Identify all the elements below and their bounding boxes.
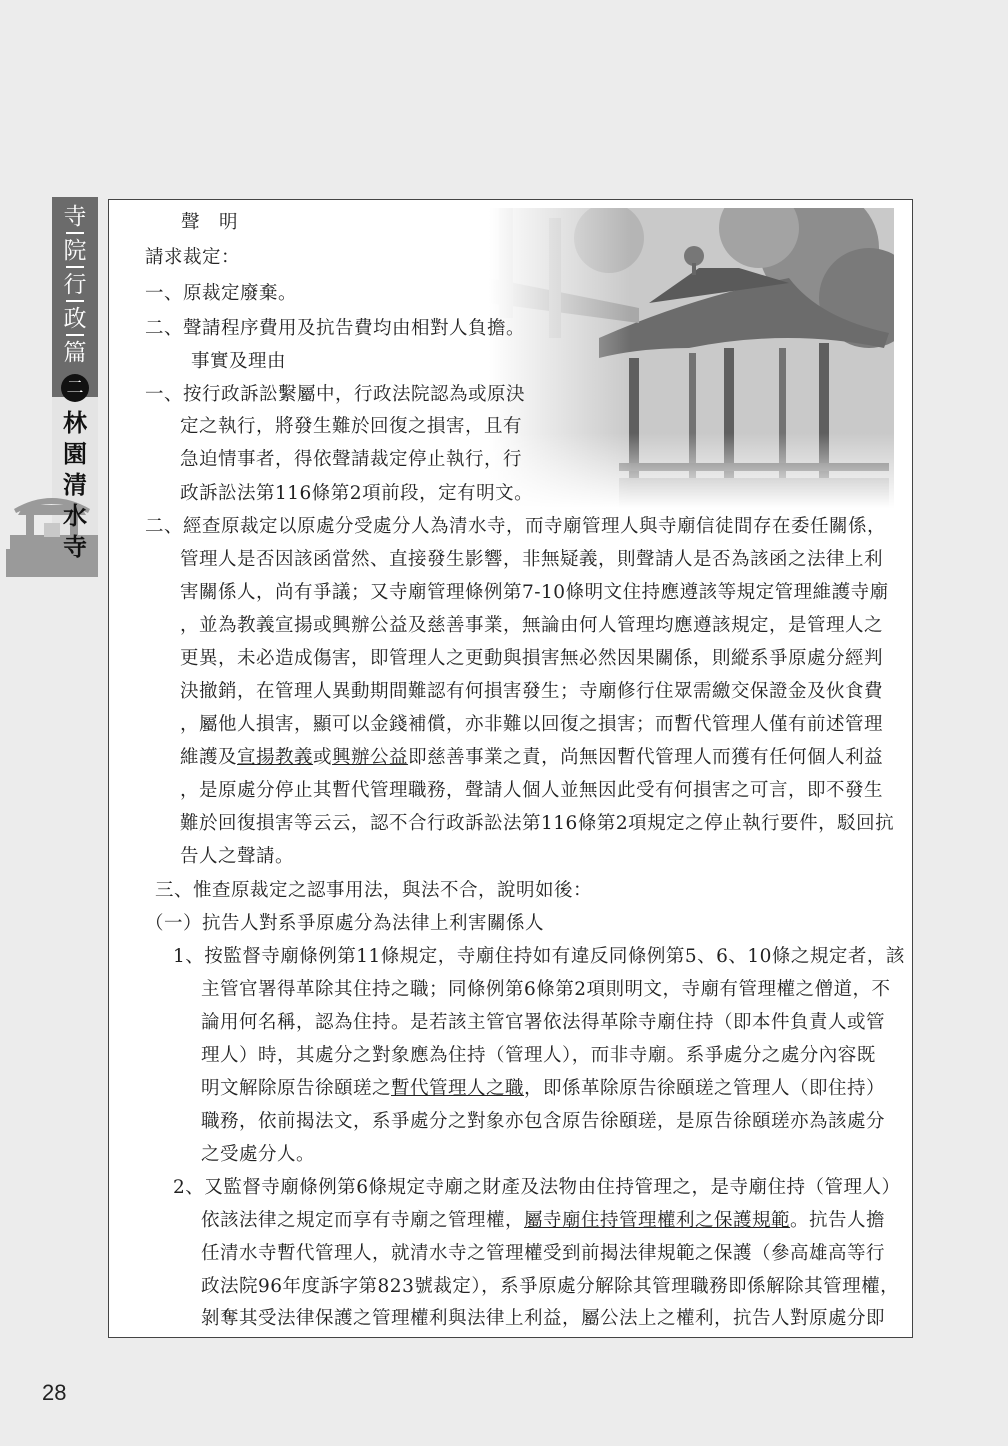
text-line: 三、惟查原裁定之認事用法，與法不合，說明如後： [155, 880, 593, 901]
chapter-title-char: 水 [63, 502, 87, 530]
text-line: 難於回復損害等云云，認不合行政訴訟法第116條第2項規定之停止執行要件，駁回抗 [180, 813, 895, 834]
text-segment: 明文解除原告徐頤瑳之 [201, 1078, 392, 1099]
text-line: 一、按行政訴訟繫屬中，行政法院認為或原決 [145, 384, 526, 405]
heading-facts: 事實及理由 [191, 351, 287, 372]
chapter-title-char: 林 [63, 409, 87, 437]
sidebar-char: 政 [56, 302, 94, 336]
text-line: 2、又監督寺廟條例第6條規定寺廟之財產及法物由住持管理之，是寺廟住持（管理人） [173, 1177, 901, 1198]
text-line: 理人）時，其處分之對象應為住持（管理人），而非寺廟。系爭處分之處分內容既 [201, 1045, 876, 1066]
text-line: 政訴訟法第116條第2項前段，定有明文。 [180, 483, 534, 504]
page-number: 28 [42, 1380, 67, 1405]
text-line: ，是原處分停止其暫代管理職務，聲請人個人並無因此受有何損害之可言，即不發生 [180, 780, 884, 801]
text-line: 害關係人，尚有爭議；又寺廟管理條例第7-10條明文住持應遵該等規定管理維護寺廟 [180, 582, 889, 603]
chapter-title-char: 園 [63, 440, 87, 468]
chapter-number-badge: 二 [61, 374, 89, 402]
sidebar-char: 院 [56, 234, 94, 268]
text-line: 之受處分人。 [201, 1144, 316, 1165]
text-line: 主管官署得革除其住持之職；同條例第6條第2項則明文，寺廟有管理權之僧道，不 [201, 979, 891, 1000]
text-line: 一、原裁定廢棄。 [145, 283, 298, 304]
sidebar-char: 篇 [63, 340, 87, 366]
section-sidebar [56, 200, 94, 563]
text-line: 1、按監督寺廟條例第11條規定，寺廟住持如有違反同條例第5、6、10條之規定者，該 [173, 946, 905, 967]
text-segment: 或 [313, 747, 333, 768]
heading-statement: 聲 明 [181, 212, 239, 233]
text-line [201, 1206, 885, 1236]
text-line: 管理人是否因該函當然、直接發生影響，非無疑義，則聲請人是否為該函之法律上利 [180, 549, 884, 570]
text-line: 二、經查原裁定以原處分受處分人為清水寺，而寺廟管理人與寺廟信徒間存在委任關係， [145, 516, 887, 537]
underlined-text: 暫代管理人之職 [391, 1078, 525, 1099]
document-body [109, 200, 912, 1337]
text-segment: 即慈善事業之責，尚無因暫代管理人而獲有任何個人利益 [408, 747, 884, 768]
text-line [180, 743, 883, 773]
text-line: ，屬他人損害，顯可以金錢補償，亦非難以回復之損害；而暫代管理人僅有前述管理 [180, 714, 884, 735]
text-line: 定之執行，將發生難於回復之損害，且有 [180, 416, 523, 437]
sidebar-char: 行 [56, 268, 94, 302]
text-line: 政法院96年度訴字第823號裁定），系爭原處分解除其管理職務即係解除其管理權， [201, 1276, 900, 1297]
text-line: 請求裁定： [145, 247, 241, 268]
text-line: 論用何名稱，認為住持。是若該主管官署依法得革除寺廟住持（即本件負責人或管 [201, 1012, 886, 1033]
text-line: 剝奪其受法律保護之管理權利與法律上利益，屬公法上之權利，抗告人對原處分即 [201, 1308, 886, 1329]
text-line: 更異，未必造成傷害，即管理人之更動與損害無必然因果關係，則縱系爭原處分經判 [180, 648, 884, 669]
text-line: 二、聲請程序費用及抗告費均由相對人負擔。 [145, 318, 526, 339]
document-frame [108, 199, 913, 1338]
text-segment: 。抗告人擔 [790, 1210, 886, 1231]
underlined-text: 宣揚教義 [237, 747, 314, 768]
text-line: ，並為教義宣揚或興辦公益及慈善事業，無論由何人管理均應遵該規定，是管理人之 [180, 615, 884, 636]
text-line [201, 1074, 885, 1104]
text-line: 任清水寺暫代管理人，就清水寺之管理權受到前揭法律規範之保護（參高雄高等行 [201, 1243, 886, 1264]
underlined-text: 興辦公益 [332, 747, 409, 768]
text-line: 告人之聲請。 [180, 846, 295, 867]
text-segment: 維護及 [180, 747, 238, 768]
text-line: （一）抗告人對系爭原處分為法律上利害關係人 [145, 913, 545, 934]
chapter-title-char: 清 [63, 471, 87, 499]
chapter-title-char: 寺 [63, 533, 87, 561]
text-line: 職務，依前揭法文，系爭處分之對象亦包含原告徐頤瑳，是原告徐頤瑳亦為該處分 [201, 1111, 886, 1132]
sidebar-char: 寺 [56, 200, 94, 234]
text-line: 急迫情事者，得依聲請裁定停止執行，行 [180, 449, 523, 470]
text-segment: ，即係革除原告徐頤瑳之管理人（即住持） [524, 1078, 886, 1099]
underlined-text: 屬寺廟住持管理權利之保護規範 [524, 1210, 791, 1231]
text-line: 決撤銷，在管理人異動期間難認有何損害發生；寺廟修行住眾需繳交保證金及伙食費 [180, 681, 884, 702]
text-segment: 依該法律之規定而享有寺廟之管理權， [201, 1210, 525, 1231]
